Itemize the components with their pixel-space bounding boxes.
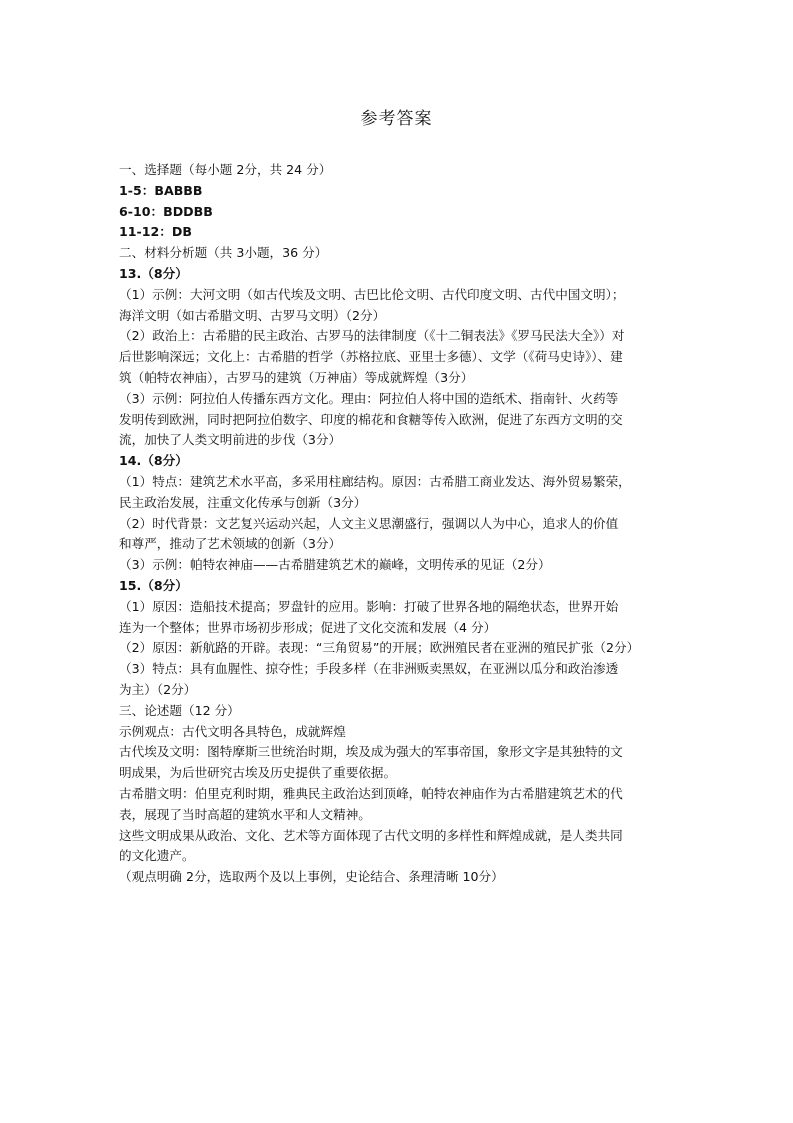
question-number: 15.（8分） (119, 577, 188, 593)
answer-line: 示例观点：古代文明各具特色，成就辉煌 (119, 723, 346, 739)
answer-line: （3）特点：具有血腥性、掠夺性；手段多样（在非洲贩卖黑奴，在亚洲以瓜分和政治渗透 (119, 661, 619, 677)
answer-line: 流，加快了人类文明前进的步伐（3分） (119, 432, 342, 448)
answer-line: 连为一个整体；世界市场初步形成；促进了文化交流和发展（4 分） (119, 619, 497, 635)
answer-line: （1）示例：大河文明（如古代埃及文明、古巴比伦文明、古代印度文明、古代中国文明）； (119, 286, 625, 302)
section-heading-material: 二、材料分析题（共 3小题，36 分） (119, 245, 328, 261)
answer-line: 6-10：BDDBB (119, 203, 213, 219)
answer-content (119, 160, 684, 888)
answer-line: 明成果，为后世研究古埃及历史提供了重要依据。 (119, 765, 397, 781)
answer-line: 这些文明成果从政治、文化、艺术等方面体现了古代文明的多样性和辉煌成就，是人类共同 (119, 827, 623, 843)
answer-line: 11-12：DB (119, 224, 192, 240)
answer-line: 后世影响深远；文化上：古希腊的哲学（苏格拉底、亚里士多德）、文学（《荷马史诗》）、建 (119, 349, 623, 365)
answer-line: 为主）（2分） (119, 681, 197, 697)
page-title: 参考答案 (360, 109, 433, 129)
answer-line: （1）特点：建筑艺术水平高，多采用柱廊结构。原因：古希腊工商业发达、海外贸易繁荣， (119, 473, 631, 489)
answer-line: （2）时代背景：文艺复兴运动兴起，人文主义思潮盛行，强调以人为中心，追求人的价值 (119, 515, 619, 531)
question-number: 14.（8分） (119, 453, 188, 469)
answer-line: 古代埃及文明：图特摩斯三世统治时期，埃及成为强大的军事帝国，象形文字是其独特的文 (119, 744, 623, 760)
question-number: 13.（8分） (119, 265, 188, 281)
scoring-note: （观点明确 2分，选取两个及以上事例，史论结合、条理清晰 10分） (119, 869, 504, 885)
answer-line: （2）原因：新航路的开辟。表现：“三角贸易”的开展；欧洲殖民者在亚洲的殖民扩张（2分） (119, 640, 640, 656)
answer-line: 发明传到欧洲，同时把阿拉伯数字、印度的棉花和食糖等传入欧洲，促进了东西方文明的交 (119, 411, 623, 427)
answer-line: （1）原因：造船技术提高；罗盘针的应用。影响：打破了世界各地的隔绝状态，世界开始 (119, 598, 619, 614)
section-heading-essay: 三、论述题（12 分） (119, 702, 240, 718)
section-heading-choice: 一、选择题（每小题 2分，共 24 分） (119, 162, 332, 177)
answer-line: 海洋文明（如古希腊文明、古罗马文明）（2分） (119, 307, 386, 323)
answer-line: （2）政治上：古希腊的民主政治、古罗马的法律制度（《十二铜表法》《罗马民法大全》）对 (119, 328, 625, 344)
answer-line: 筑（帕特农神庙），古罗马的建筑（万神庙）等成就辉煌（3分） (119, 369, 474, 385)
answer-line: （3）示例：阿拉伯人传播东西方文化。理由：阿拉伯人将中国的造纸术、指南针、火药等 (119, 390, 619, 406)
answer-line: 古希腊文明：伯里克利时期，雅典民主政治达到顶峰，帕特农神庙作为古希腊建筑艺术的代 (119, 785, 623, 801)
answer-line: 的文化遗产。 (119, 848, 195, 864)
answer-line: （3）示例：帕特农神庙——古希腊建筑艺术的巅峰，文明传承的见证（2分） (119, 557, 551, 573)
answer-line: 和尊严，推动了艺术领域的创新（3分） (119, 536, 342, 552)
answer-line: 民主政治发展，注重文化传承与创新（3分） (119, 494, 367, 510)
answer-line: 表，展现了当时高超的建筑水平和人文精神。 (119, 806, 371, 822)
answer-line: 1-5：BABBB (119, 182, 203, 198)
